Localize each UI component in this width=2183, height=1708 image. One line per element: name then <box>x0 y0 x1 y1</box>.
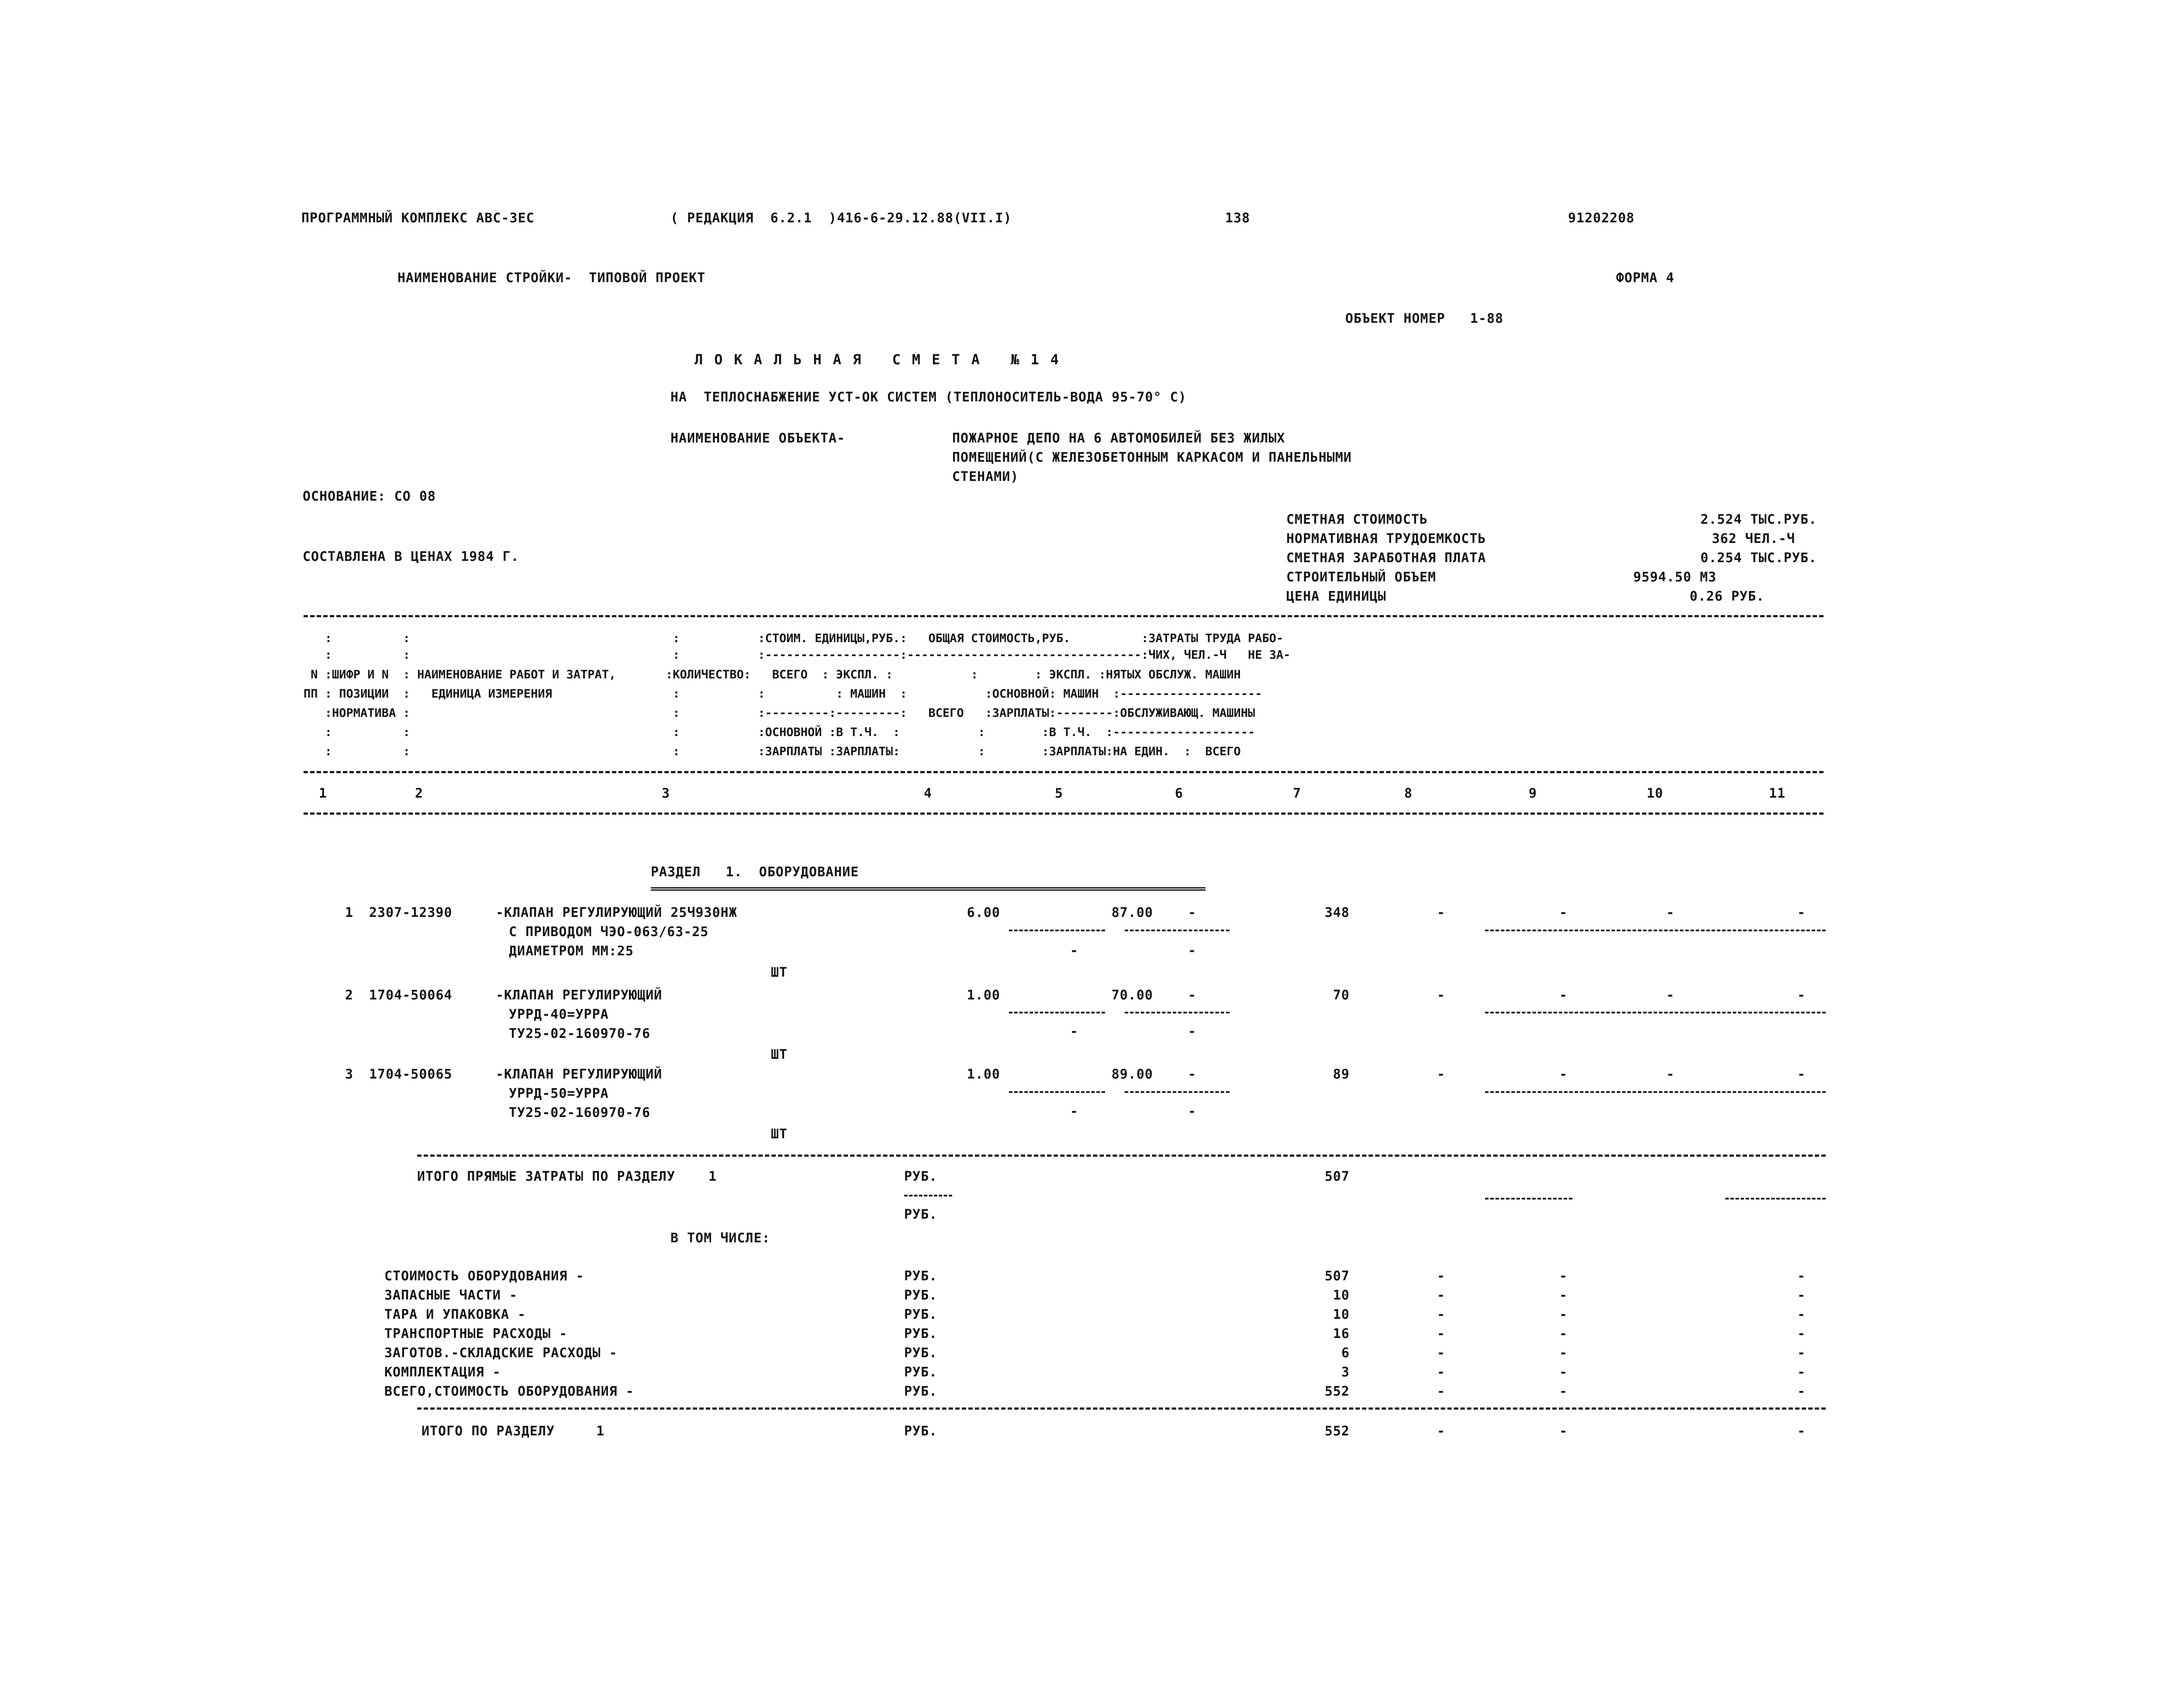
object-name-line-3: СТЕНАМИ) <box>952 469 1019 484</box>
page-number: 138 <box>1225 211 1250 226</box>
dash-mark: - <box>1559 1288 1568 1303</box>
table-header-rule <box>304 771 1824 773</box>
item-name-line: ДИАМЕТРОМ ММ:25 <box>509 944 634 959</box>
section-total-unit: РУБ. <box>904 1424 938 1439</box>
item-labor-total: - <box>1797 988 1806 1003</box>
header-line: : : : :СТОИМ. ЕДИНИЦЫ,РУБ.: ОБЩАЯ СТОИМОСТЬ,РУБ. :ЗАТРАТЫ ТРУДА РАБО- <box>304 632 1284 645</box>
dash-mark: - <box>1797 1326 1806 1342</box>
summary-value: 362 ЧЕЛ.-Ч <box>1712 531 1795 546</box>
header-line: N :ШИФР И N : НАИМЕНОВАНИЕ РАБОТ И ЗАТРАТ, :КОЛИЧЕСТВО: ВСЕГО : ЭКСПЛ. : : : ЭКСПЛ. :НЯТЫХ ОБСЛУЖ. МАШИН <box>304 668 1241 681</box>
breakdown-value: 6 <box>1341 1345 1350 1361</box>
breakdown-unit: РУБ. <box>904 1269 938 1284</box>
item-name-line: ТУ25-02-160970-76 <box>509 1026 651 1041</box>
breakdown-value: 3 <box>1341 1365 1350 1380</box>
including-label: В ТОМ ЧИСЛЕ: <box>670 1231 770 1246</box>
form-number: ФОРМА 4 <box>1616 270 1675 286</box>
item-quantity: 1.00 <box>967 988 1000 1003</box>
item-name-line: -КЛАПАН РЕГУЛИРУЮЩИЙ <box>496 988 663 1003</box>
dash-mark: - <box>1559 1269 1568 1284</box>
dash-mark: - <box>1559 1307 1568 1322</box>
dash-mark: - <box>1437 1345 1446 1361</box>
construction-label: НАИМЕНОВАНИЕ СТРОЙКИ- ТИПОВОЙ ПРОЕКТ <box>397 270 706 286</box>
item-base-wage-sub: - <box>1070 943 1079 958</box>
item-machine-cost: - <box>1188 988 1197 1003</box>
breakdown-unit: РУБ. <box>904 1326 938 1342</box>
breakdown-unit: РУБ. <box>904 1288 938 1303</box>
object-name-line-1: ПОЖАРНОЕ ДЕПО НА 6 АВТОМОБИЛЕЙ БЕЗ ЖИЛЫХ <box>952 431 1285 446</box>
item-total: 70 <box>1333 988 1350 1003</box>
item-unit: ШТ <box>771 1047 788 1062</box>
column-number: 10 <box>1647 786 1664 801</box>
item-machine-wage-sub: - <box>1188 1024 1197 1039</box>
item-base-wage: - <box>1437 905 1446 920</box>
cell-rule <box>1485 1091 1826 1093</box>
section-title: РАЗДЕЛ 1. ОБОРУДОВАНИЕ <box>651 864 859 880</box>
item-number: 1 <box>345 905 354 920</box>
header-line: :НОРМАТИВА : : :---------:---------: ВСЕГО :ЗАРПЛАТЫ:--------:ОБСЛУЖИВАЮЩ. МАШИНЫ <box>304 706 1255 720</box>
dash-mark: - <box>1437 1384 1446 1399</box>
estimate-title: ЛОКАЛЬНАЯ СМЕТА №14 <box>694 351 1071 368</box>
direct-costs-label: ИТОГО ПРЯМЫЕ ЗАТРАТЫ ПО РАЗДЕЛУ 1 <box>417 1169 717 1184</box>
item-base-wage: - <box>1437 988 1446 1003</box>
item-quantity: 1.00 <box>967 1067 1000 1082</box>
item-total: 89 <box>1333 1067 1350 1082</box>
dash-mark: - <box>1797 1365 1806 1380</box>
dash-mark: - <box>1559 1365 1568 1380</box>
section-title-underline <box>651 887 1205 891</box>
dash-mark: - <box>1437 1307 1446 1322</box>
cell-rule <box>1125 930 1230 931</box>
dash-mark: - <box>1437 1424 1446 1439</box>
column-number: 5 <box>1055 786 1064 801</box>
column-number: 2 <box>415 786 424 801</box>
section-total-label: ИТОГО ПО РАЗДЕЛУ 1 <box>421 1424 605 1439</box>
dash-mark: - <box>1437 1288 1446 1303</box>
item-code: 1704-50065 <box>369 1067 452 1082</box>
cell-rule <box>1485 1198 1572 1200</box>
item-labor-unit: - <box>1666 988 1675 1003</box>
summary-value: 2.524 ТЫС.РУБ. <box>1700 512 1817 527</box>
header-line: : : : :-------------------:---------------------------------:ЧИХ, ЧЕЛ.-Ч НЕ ЗА- <box>304 648 1291 662</box>
column-number: 11 <box>1769 786 1786 801</box>
breakdown-label: СТОИМОСТЬ ОБОРУДОВАНИЯ - <box>384 1269 584 1284</box>
dash-mark: - <box>1797 1288 1806 1303</box>
breakdown-label: ВСЕГО,СТОИМОСТЬ ОБОРУДОВАНИЯ - <box>384 1384 634 1399</box>
document-code: 91202208 <box>1568 211 1635 226</box>
edition: ( РЕДАКЦИЯ 6.2.1 )416-6-29.12.88(VII.I) <box>670 211 1012 226</box>
dash-mark: - <box>1797 1269 1806 1284</box>
table-top-rule <box>304 615 1824 617</box>
dash-mark: - <box>1437 1269 1446 1284</box>
dash-mark: - <box>1797 1424 1806 1439</box>
dash-mark: - <box>1559 1424 1568 1439</box>
header-line: : : : :ЗАРПЛАТЫ :ЗАРПЛАТЫ: : :ЗАРПЛАТЫ:НА ЕДИН. : ВСЕГО <box>304 745 1241 758</box>
summary-label: СМЕТНАЯ ЗАРАБОТНАЯ ПЛАТА <box>1286 550 1486 566</box>
direct-costs-total: 507 <box>1324 1169 1350 1184</box>
summary-label: СТРОИТЕЛЬНЫЙ ОБЪЕМ <box>1286 570 1437 585</box>
summary-label: ЦЕНА ЕДИНИЦЫ <box>1286 589 1386 604</box>
breakdown-label: ЗАПАСНЫЕ ЧАСТИ - <box>384 1288 518 1303</box>
item-unit: ШТ <box>771 1127 788 1142</box>
breakdown-unit: РУБ. <box>904 1345 938 1361</box>
section-total-value: 552 <box>1324 1424 1350 1439</box>
object-label: НАИМЕНОВАНИЕ ОБЪЕКТА- <box>670 431 846 446</box>
column-number: 9 <box>1529 786 1537 801</box>
item-name-line: -КЛАПАН РЕГУЛИРУЮЩИЙ 25Ч930НЖ <box>496 905 737 920</box>
breakdown-unit: РУБ. <box>904 1307 938 1322</box>
dash-mark: - <box>1559 1345 1568 1361</box>
object-name-line-2: ПОМЕЩЕНИЙ(С ЖЕЛЕЗОБЕТОННЫМ КАРКАСОМ И ПАНЕЛЬНЫМИ <box>952 450 1352 465</box>
item-number: 2 <box>345 988 354 1003</box>
column-number: 3 <box>662 786 670 801</box>
dash-mark: - <box>1559 1326 1568 1342</box>
breakdown-label: ТРАНСПОРТНЫЕ РАСХОДЫ - <box>384 1326 568 1342</box>
item-labor-total: - <box>1797 905 1806 920</box>
dash-mark: - <box>1797 1345 1806 1361</box>
cell-rule <box>1485 1012 1826 1013</box>
column-number: 7 <box>1293 786 1302 801</box>
direct-costs-unit: РУБ. <box>904 1169 938 1184</box>
item-name-line: С ПРИВОДОМ ЧЭО-063/63-25 <box>509 924 709 940</box>
item-name-line: УРРД-50=УРРА <box>509 1086 609 1101</box>
item-code: 2307-12390 <box>369 905 452 920</box>
column-number: 1 <box>319 786 328 801</box>
section-total-rule <box>417 1407 1826 1410</box>
item-name-line: ТУ25-02-160970-76 <box>509 1105 651 1120</box>
item-machine-total: - <box>1559 905 1568 920</box>
header-line: : : : :ОСНОВНОЙ :В Т.Ч. : : :В Т.Ч. :-------------------- <box>304 726 1255 739</box>
column-number: 4 <box>924 786 933 801</box>
basis: ОСНОВАНИЕ: СО 08 <box>303 489 436 504</box>
breakdown-unit: РУБ. <box>904 1384 938 1399</box>
dash-mark: - <box>1797 1384 1806 1399</box>
item-quantity: 6.00 <box>967 905 1000 920</box>
breakdown-value: 10 <box>1333 1307 1350 1322</box>
item-name-line: -КЛАПАН РЕГУЛИРУЮЩИЙ <box>496 1067 663 1082</box>
cell-rule <box>1009 1091 1105 1093</box>
breakdown-value: 16 <box>1333 1326 1350 1342</box>
dash-mark: - <box>1437 1326 1446 1342</box>
item-machine-total: - <box>1559 988 1568 1003</box>
item-labor-unit: - <box>1666 905 1675 920</box>
item-base-wage-sub: - <box>1070 1104 1079 1119</box>
item-code: 1704-50064 <box>369 988 452 1003</box>
price-base: СОСТАВЛЕНА В ЦЕНАХ 1984 Г. <box>303 549 519 564</box>
summary-value: 0.26 РУБ. <box>1689 589 1765 604</box>
item-unit-price: 89.00 <box>1111 1067 1153 1082</box>
cell-rule <box>1485 930 1826 931</box>
breakdown-value: 10 <box>1333 1288 1350 1303</box>
item-labor-unit: - <box>1666 1067 1675 1082</box>
dash-mark: - <box>1437 1365 1446 1380</box>
header-line: ПП : ПОЗИЦИИ : ЕДИНИЦА ИЗМЕРЕНИЯ : : : МАШИН : :ОСНОВНОЙ: МАШИН :-------------------- <box>304 687 1262 701</box>
summary-value: 9594.50 М3 <box>1633 570 1717 585</box>
item-number: 3 <box>345 1067 354 1082</box>
cell-rule <box>1125 1091 1230 1093</box>
column-number: 8 <box>1404 786 1413 801</box>
item-name-line: УРРД-40=УРРА <box>509 1007 609 1022</box>
item-unit: ШТ <box>771 965 788 980</box>
item-machine-cost: - <box>1188 905 1197 920</box>
item-base-wage-sub: - <box>1070 1024 1079 1039</box>
cell-rule <box>1009 1012 1105 1013</box>
cell-rule <box>1125 1012 1230 1013</box>
summary-value: 0.254 ТЫС.РУБ. <box>1700 550 1817 566</box>
dash-mark: - <box>1797 1307 1806 1322</box>
cell-rule <box>904 1195 952 1196</box>
item-unit-price: 70.00 <box>1111 988 1153 1003</box>
summary-label: НОРМАТИВНАЯ ТРУДОЕМКОСТЬ <box>1286 531 1486 546</box>
breakdown-value: 507 <box>1324 1269 1350 1284</box>
item-unit-price: 87.00 <box>1111 905 1153 920</box>
item-machine-wage-sub: - <box>1188 1104 1197 1119</box>
cell-rule <box>1725 1198 1826 1200</box>
dash-mark: - <box>1559 1384 1568 1399</box>
summary-label: СМЕТНАЯ СТОИМОСТЬ <box>1286 512 1428 527</box>
breakdown-label: КОМПЛЕКТАЦИЯ - <box>384 1365 501 1380</box>
column-number: 6 <box>1175 786 1184 801</box>
cell-rule <box>1009 930 1105 931</box>
item-labor-total: - <box>1797 1067 1806 1082</box>
direct-costs-unit: РУБ. <box>904 1207 938 1222</box>
column-numbers-rule <box>304 813 1824 815</box>
breakdown-unit: РУБ. <box>904 1365 938 1380</box>
item-machine-cost: - <box>1188 1067 1197 1082</box>
breakdown-value: 552 <box>1324 1384 1350 1399</box>
estimate-subject: НА ТЕПЛОСНАБЖЕНИЕ УСТ-ОК СИСТЕМ (ТЕПЛОНОСИТЕЛЬ-ВОДА 95-70° С) <box>670 390 1187 405</box>
item-machine-total: - <box>1559 1067 1568 1082</box>
program-name: ПРОГРАММНЫЙ КОМПЛЕКС АВС-ЗЕС <box>301 211 535 226</box>
item-base-wage: - <box>1437 1067 1446 1082</box>
item-machine-wage-sub: - <box>1188 943 1197 958</box>
breakdown-label: ТАРА И УПАКОВКА - <box>384 1307 526 1322</box>
item-total: 348 <box>1324 905 1350 920</box>
object-number: ОБЪЕКТ НОМЕР 1-88 <box>1345 311 1504 326</box>
breakdown-label: ЗАГОТОВ.-СКЛАДСКИЕ РАСХОДЫ - <box>384 1345 618 1361</box>
section-items-rule <box>417 1155 1826 1157</box>
